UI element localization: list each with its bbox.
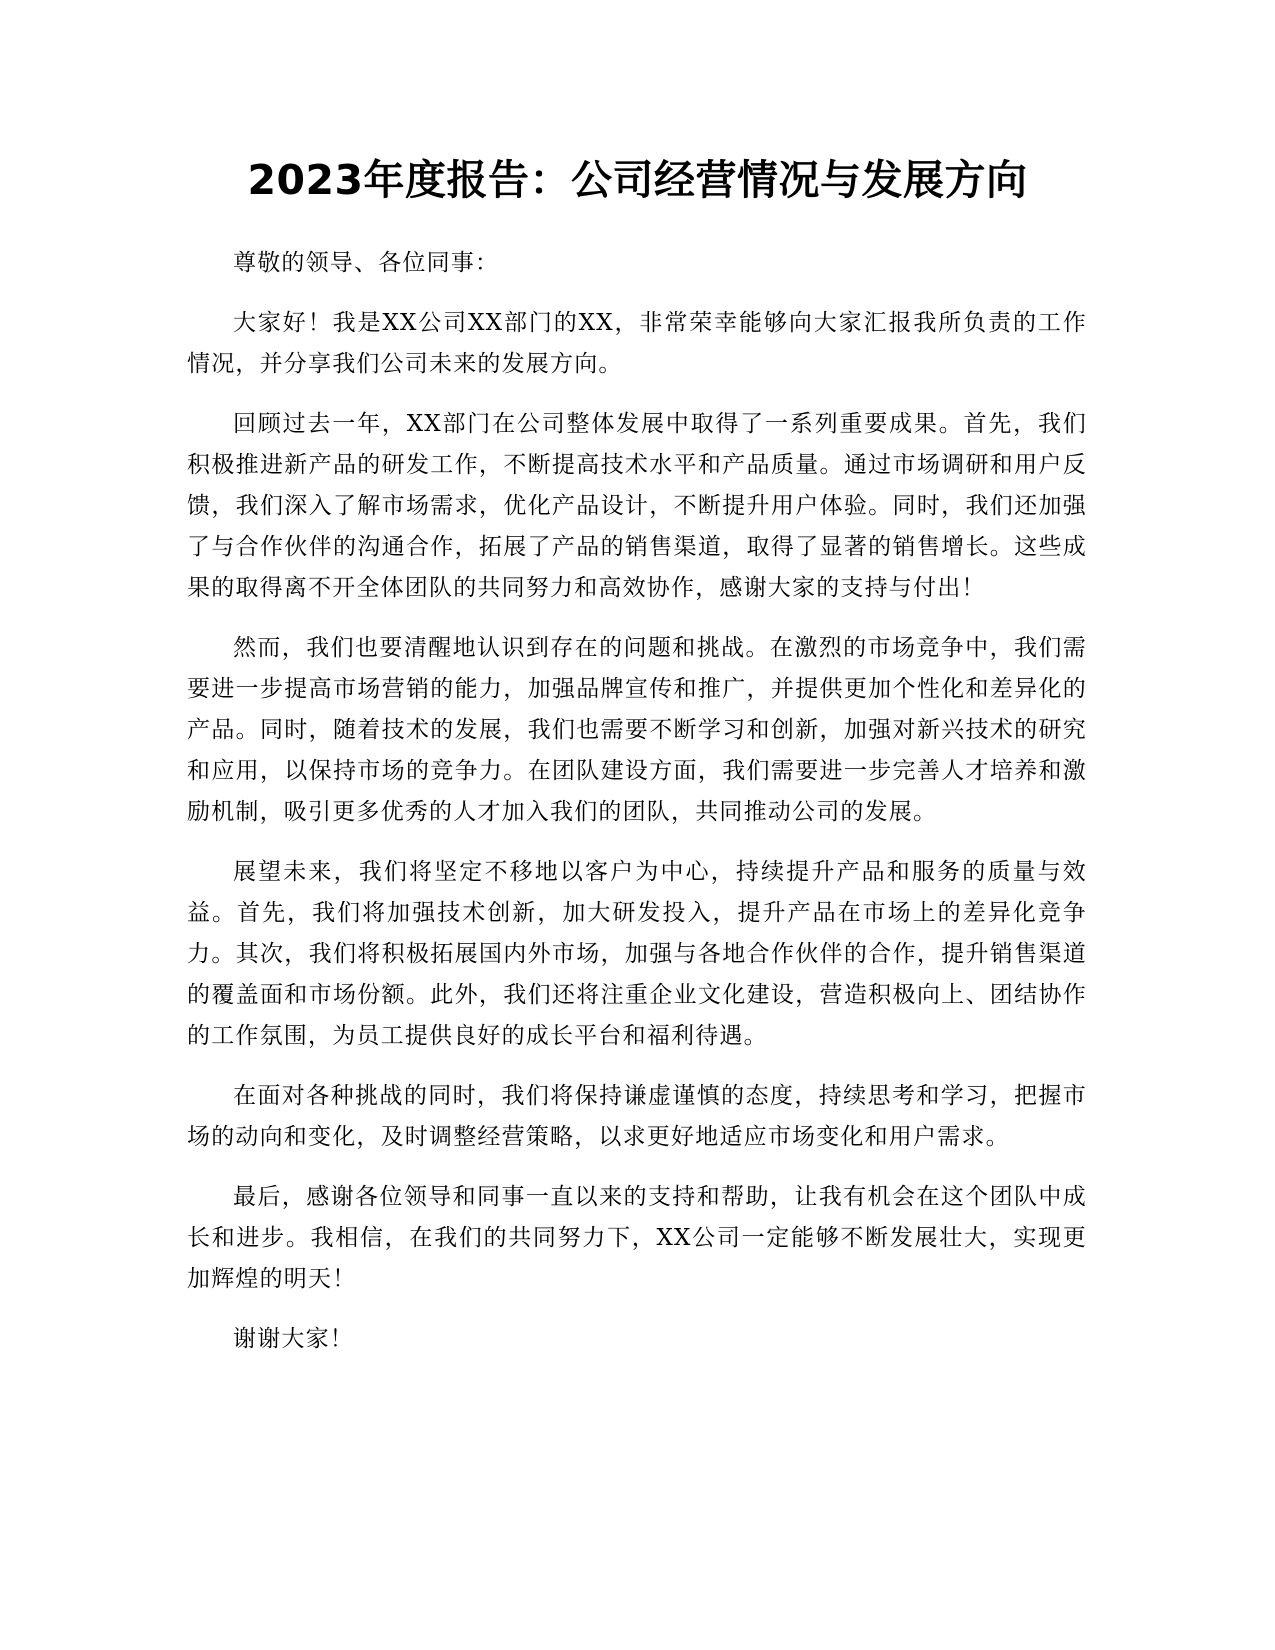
paragraph-attitude: 在面对各种挑战的同时，我们将保持谦虚谨慎的态度，持续思考和学习，把握市场的动向和变化，及时调整经营策略，以求更好地适应市场变化和用户需求。 xyxy=(187,1083,1087,1150)
paragraph-closing: 谢谢大家！ xyxy=(233,1326,354,1352)
paragraph-thanks: 最后，感谢各位领导和同事一直以来的支持和帮助，让我有机会在这个团队中成长和进步。我相信，在我们的共同努力下，XX公司一定能够不断发展壮大，实现更加辉煌的明天！ xyxy=(187,1184,1087,1292)
paragraph-greeting: 大家好！我是XX公司XX部门的XX，非常荣幸能够向大家汇报我所负责的工作情况，并分享我们公司未来的发展方向。 xyxy=(187,310,1087,377)
paragraph-challenges: 然而，我们也要清醒地认识到存在的问题和挑战。在激烈的市场竞争中，我们需要进一步提高市场营销的能力，加强品牌宣传和推广，并提供更加个性化和差异化的产品。同时，随着技术的发展，我们也需要不断学习和创新，加强对新兴技术的研究和应用，以保持市场的竞争力。在团队建设方面，我们需要进一步完善人才培养和激励机制，吸引更多优秀的人才加入我们的团队，共同推动公司的发展。 xyxy=(187,635,1087,825)
paragraph-salutation: 尊敬的领导、各位同事： xyxy=(233,250,500,276)
paragraph-review: 回顾过去一年，XX部门在公司整体发展中取得了一系列重要成果。首先，我们积极推进新产品的研发工作，不断提高技术水平和产品质量。通过市场调研和用户反馈，我们深入了解市场需求，优化产品设计，不断提升用户体验。同时，我们还加强了与合作伙伴的沟通合作，拓展了产品的销售渠道，取得了显著的销售增长。这些成果的取得离不开全体团队的共同努力和高效协作，感谢大家的支持与付出！ xyxy=(187,411,1087,601)
document-body xyxy=(187,243,1087,1379)
paragraph-outlook: 展望未来，我们将坚定不移地以客户为中心，持续提升产品和服务的质量与效益。首先，我们将加强技术创新，加大研发投入，提升产品在市场上的差异化竞争力。其次，我们将积极拓展国内外市场，加强与各地合作伙伴的合作，提升销售渠道的覆盖面和市场份额。此外，我们还将注重企业文化建设，营造积极向上、团结协作的工作氛围，为员工提供良好的成长平台和福利待遇。 xyxy=(187,859,1087,1049)
page-title: 2023年度报告：公司经营情况与发展方向 xyxy=(247,156,1028,204)
